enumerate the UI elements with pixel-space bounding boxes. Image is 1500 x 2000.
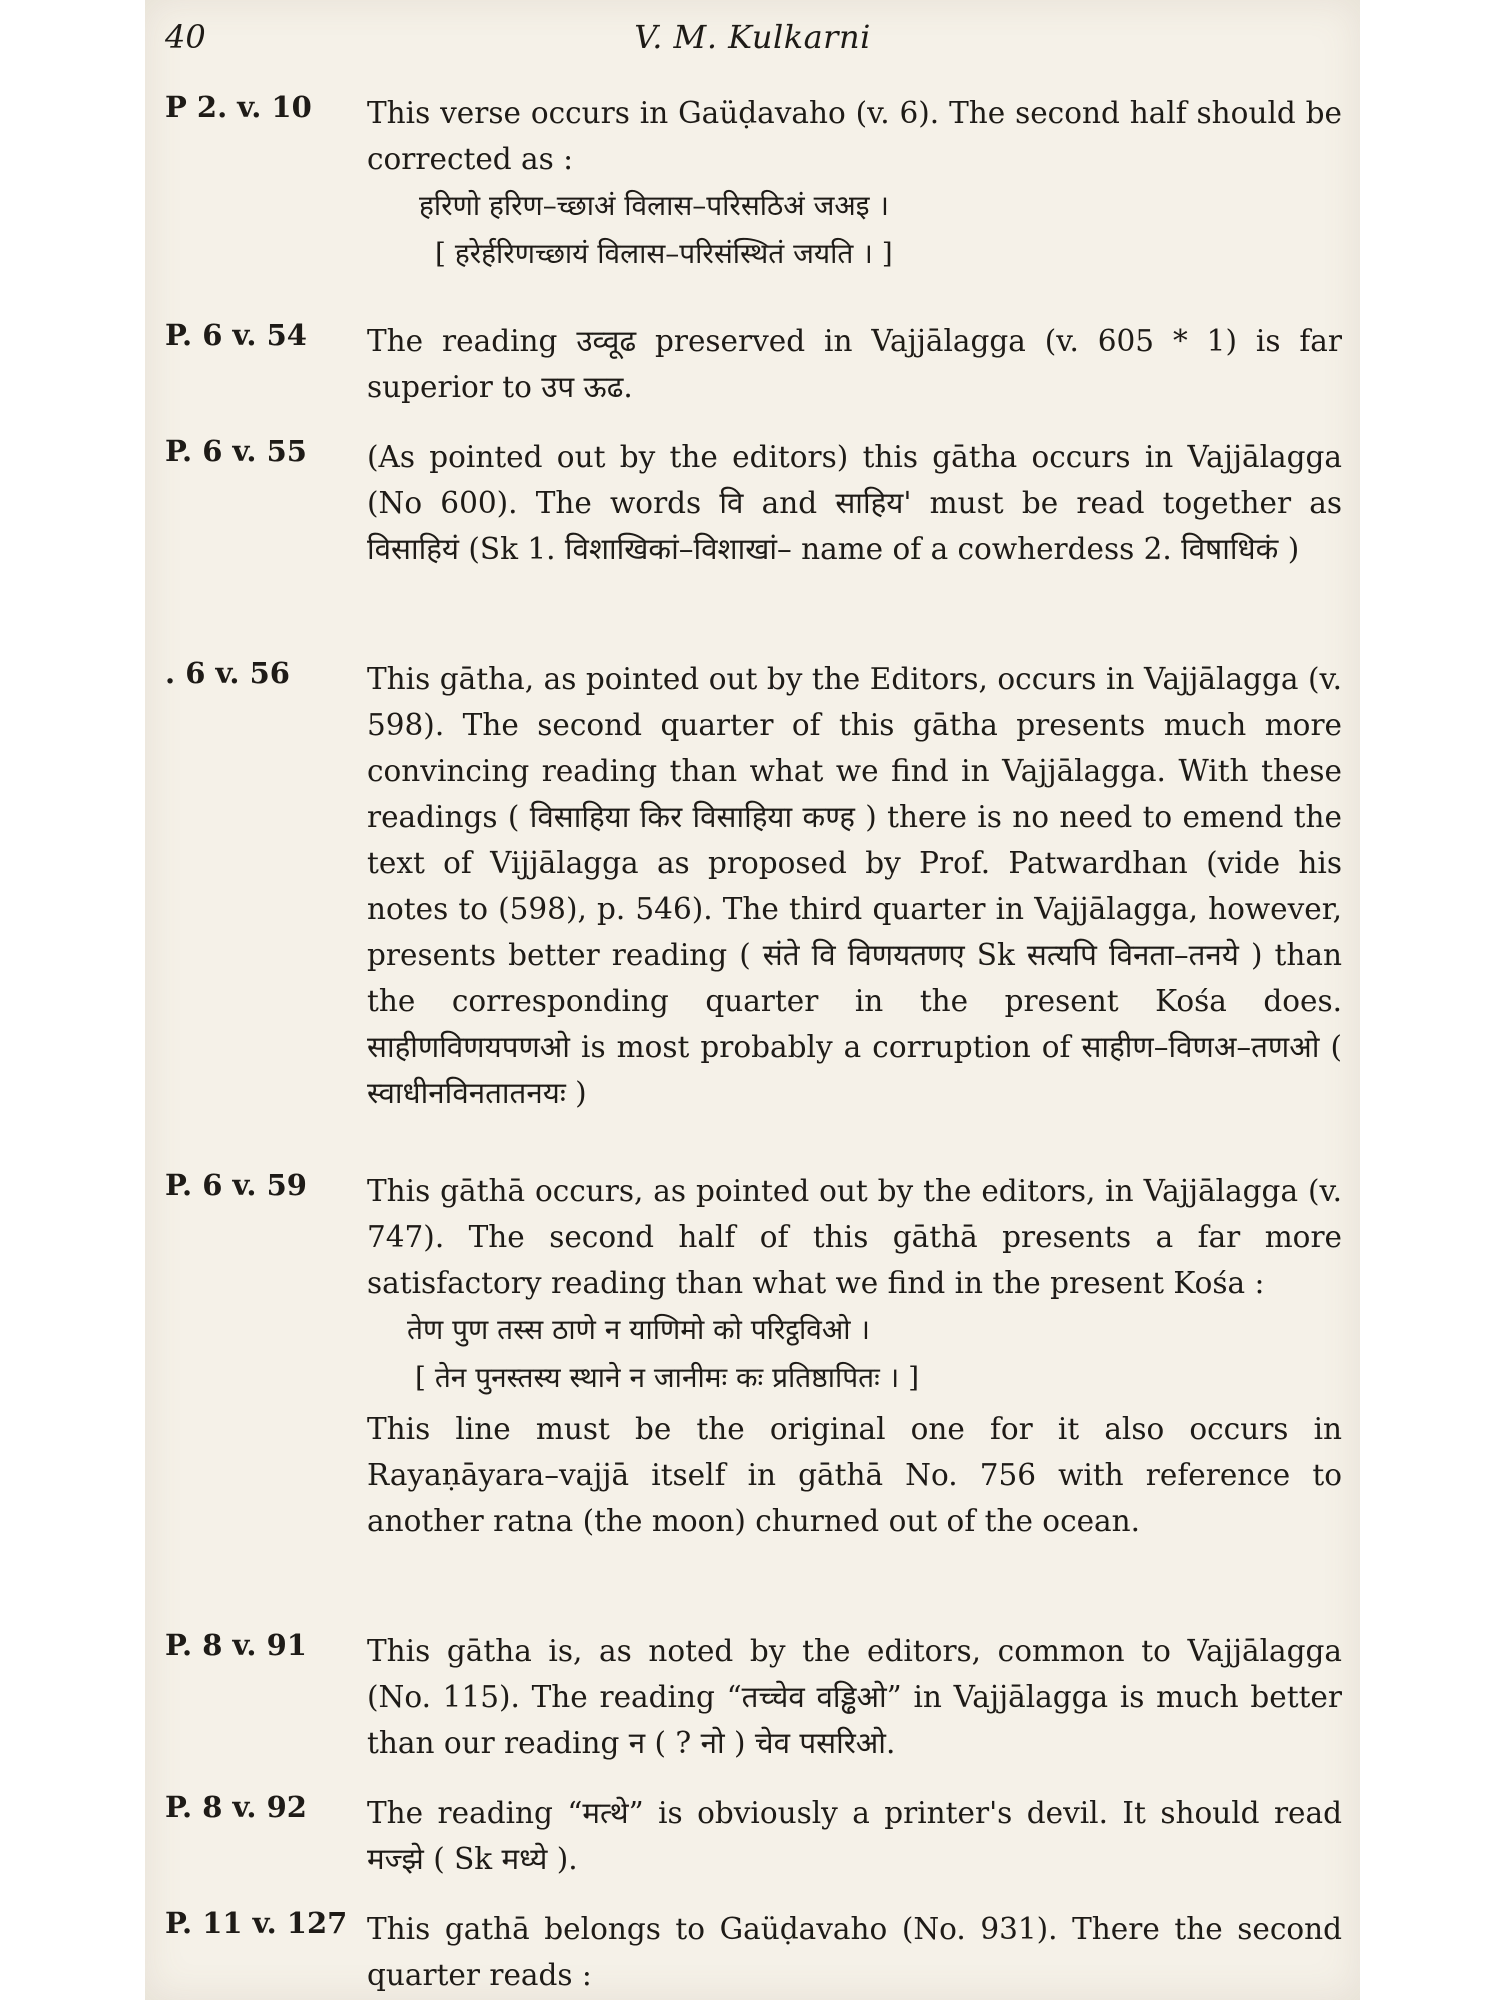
page-header <box>145 18 1360 68</box>
note-entry <box>145 434 1360 572</box>
entry-paragraph: The reading “मत्थे” is obviously a printer's devil. It should read मज्झे ( Sk मध्ये ). <box>367 1796 1342 1876</box>
entry-reference: P. 6 v. 59 <box>165 1168 307 1202</box>
page-number: 40 <box>165 18 206 56</box>
entry-text <box>367 90 1342 278</box>
entry-paragraph: The reading उव्वूढ preserved in Vajjālagga (v. 605 * 1) is far superior to उप ऊढ. <box>367 324 1342 404</box>
entry-paragraph: This gātha is, as noted by the editors, common to Vajjālagga (No. 115). The reading “तच्चेव वड्ढिओ” in Vajjālagga is much better than our reading न ( ? नो ) चेव पसरिओ. <box>367 1634 1342 1760</box>
verse-line: तेण पुण तस्स ठाणे न याणिमो को परिट्ठविओ । <box>407 1313 871 1346</box>
verse-line: [ तेन पुनस्तस्य स्थाने न जानीमः कः प्रतिष्ठापितः । ] <box>415 1361 920 1394</box>
note-entry <box>145 1790 1360 1882</box>
verse-line: हरिणो हरिण–च्छाअं विलास–परिसठिअं जअइ । <box>419 189 890 222</box>
entry-reference: . 6 v. 56 <box>165 656 290 690</box>
entry-text <box>367 1906 1342 1998</box>
entry-reference: P. 6 v. 55 <box>165 434 307 468</box>
verse-line: [ हरेर्हरिणच्छायं विलास–परिसंस्थितं जयति । ] <box>435 237 893 270</box>
note-entry <box>145 90 1360 278</box>
entry-text <box>367 1168 1342 1544</box>
entry-text <box>367 434 1342 572</box>
entry-reference: P. 8 v. 91 <box>165 1628 307 1662</box>
entry-paragraph: This verse occurs in Gaüḍavaho (v. 6). The second half should be corrected as : <box>367 96 1342 176</box>
note-entry <box>145 1168 1360 1544</box>
entry-text <box>367 1628 1342 1766</box>
entry-reference: P. 8 v. 92 <box>165 1790 307 1824</box>
entry-paragraph: (As pointed out by the editors) this gātha occurs in Vajjālagga (No 600). The words वि and साहिय' must be read together as विसाहियं (Sk 1. विशाखिकां–विशाखां– name of a cowherdess 2. विषाधिकं ) <box>367 440 1342 566</box>
note-entry <box>145 1906 1360 1998</box>
entry-text <box>367 1790 1342 1882</box>
entry-paragraph: This gāthā occurs, as pointed out by the editors, in Vajjālagga (v. 747). The second half of this gāthā presents a far more satisfactory reading than what we find in the present Kośa : <box>367 1174 1342 1300</box>
entry-paragraph: This gātha, as pointed out by the Editors, occurs in Vajjālagga (v. 598). The second quarter of this gātha presents much more convincing reading than what we find in Vajjālagga. With these readings ( विसाहिया किर विसाहिया कण्ह ) there is no need to emend the text of Vijjālagga as proposed by Prof. Patwardhan (vide his notes to (598), p. 546). The third quarter in Vajjālagga, however, presents better reading ( संते वि विणयतणए Sk सत्यपि विनता–तनये ) than the corresponding quarter in the present Kośa does. साहीणविणयपणओ is most probably a corruption of साहीण–विणअ–तणओ ( स्वाधीनविनतातनयः ) <box>367 662 1342 1110</box>
entry-reference: P. 6 v. 54 <box>165 318 307 352</box>
entry-paragraph-continued: This line must be the original one for it also occurs in Rayaṇāyara–vajjā itself in gāthā No. 756 with reference to another ratna (the moon) churned out of the ocean. <box>367 1412 1342 1538</box>
note-entry <box>145 656 1360 1116</box>
entry-text <box>367 318 1342 410</box>
entry-text <box>367 656 1342 1116</box>
note-entry <box>145 318 1360 410</box>
entry-reference: P 2. v. 10 <box>165 90 312 124</box>
running-head: V. M. Kulkarni <box>634 18 871 56</box>
entry-reference: P. 11 v. 127 <box>165 1906 348 1940</box>
note-entry <box>145 1628 1360 1766</box>
entry-paragraph: This gathā belongs to Gaüḍavaho (No. 931). There the second quarter reads : <box>367 1912 1342 1992</box>
book-page <box>145 0 1360 2000</box>
